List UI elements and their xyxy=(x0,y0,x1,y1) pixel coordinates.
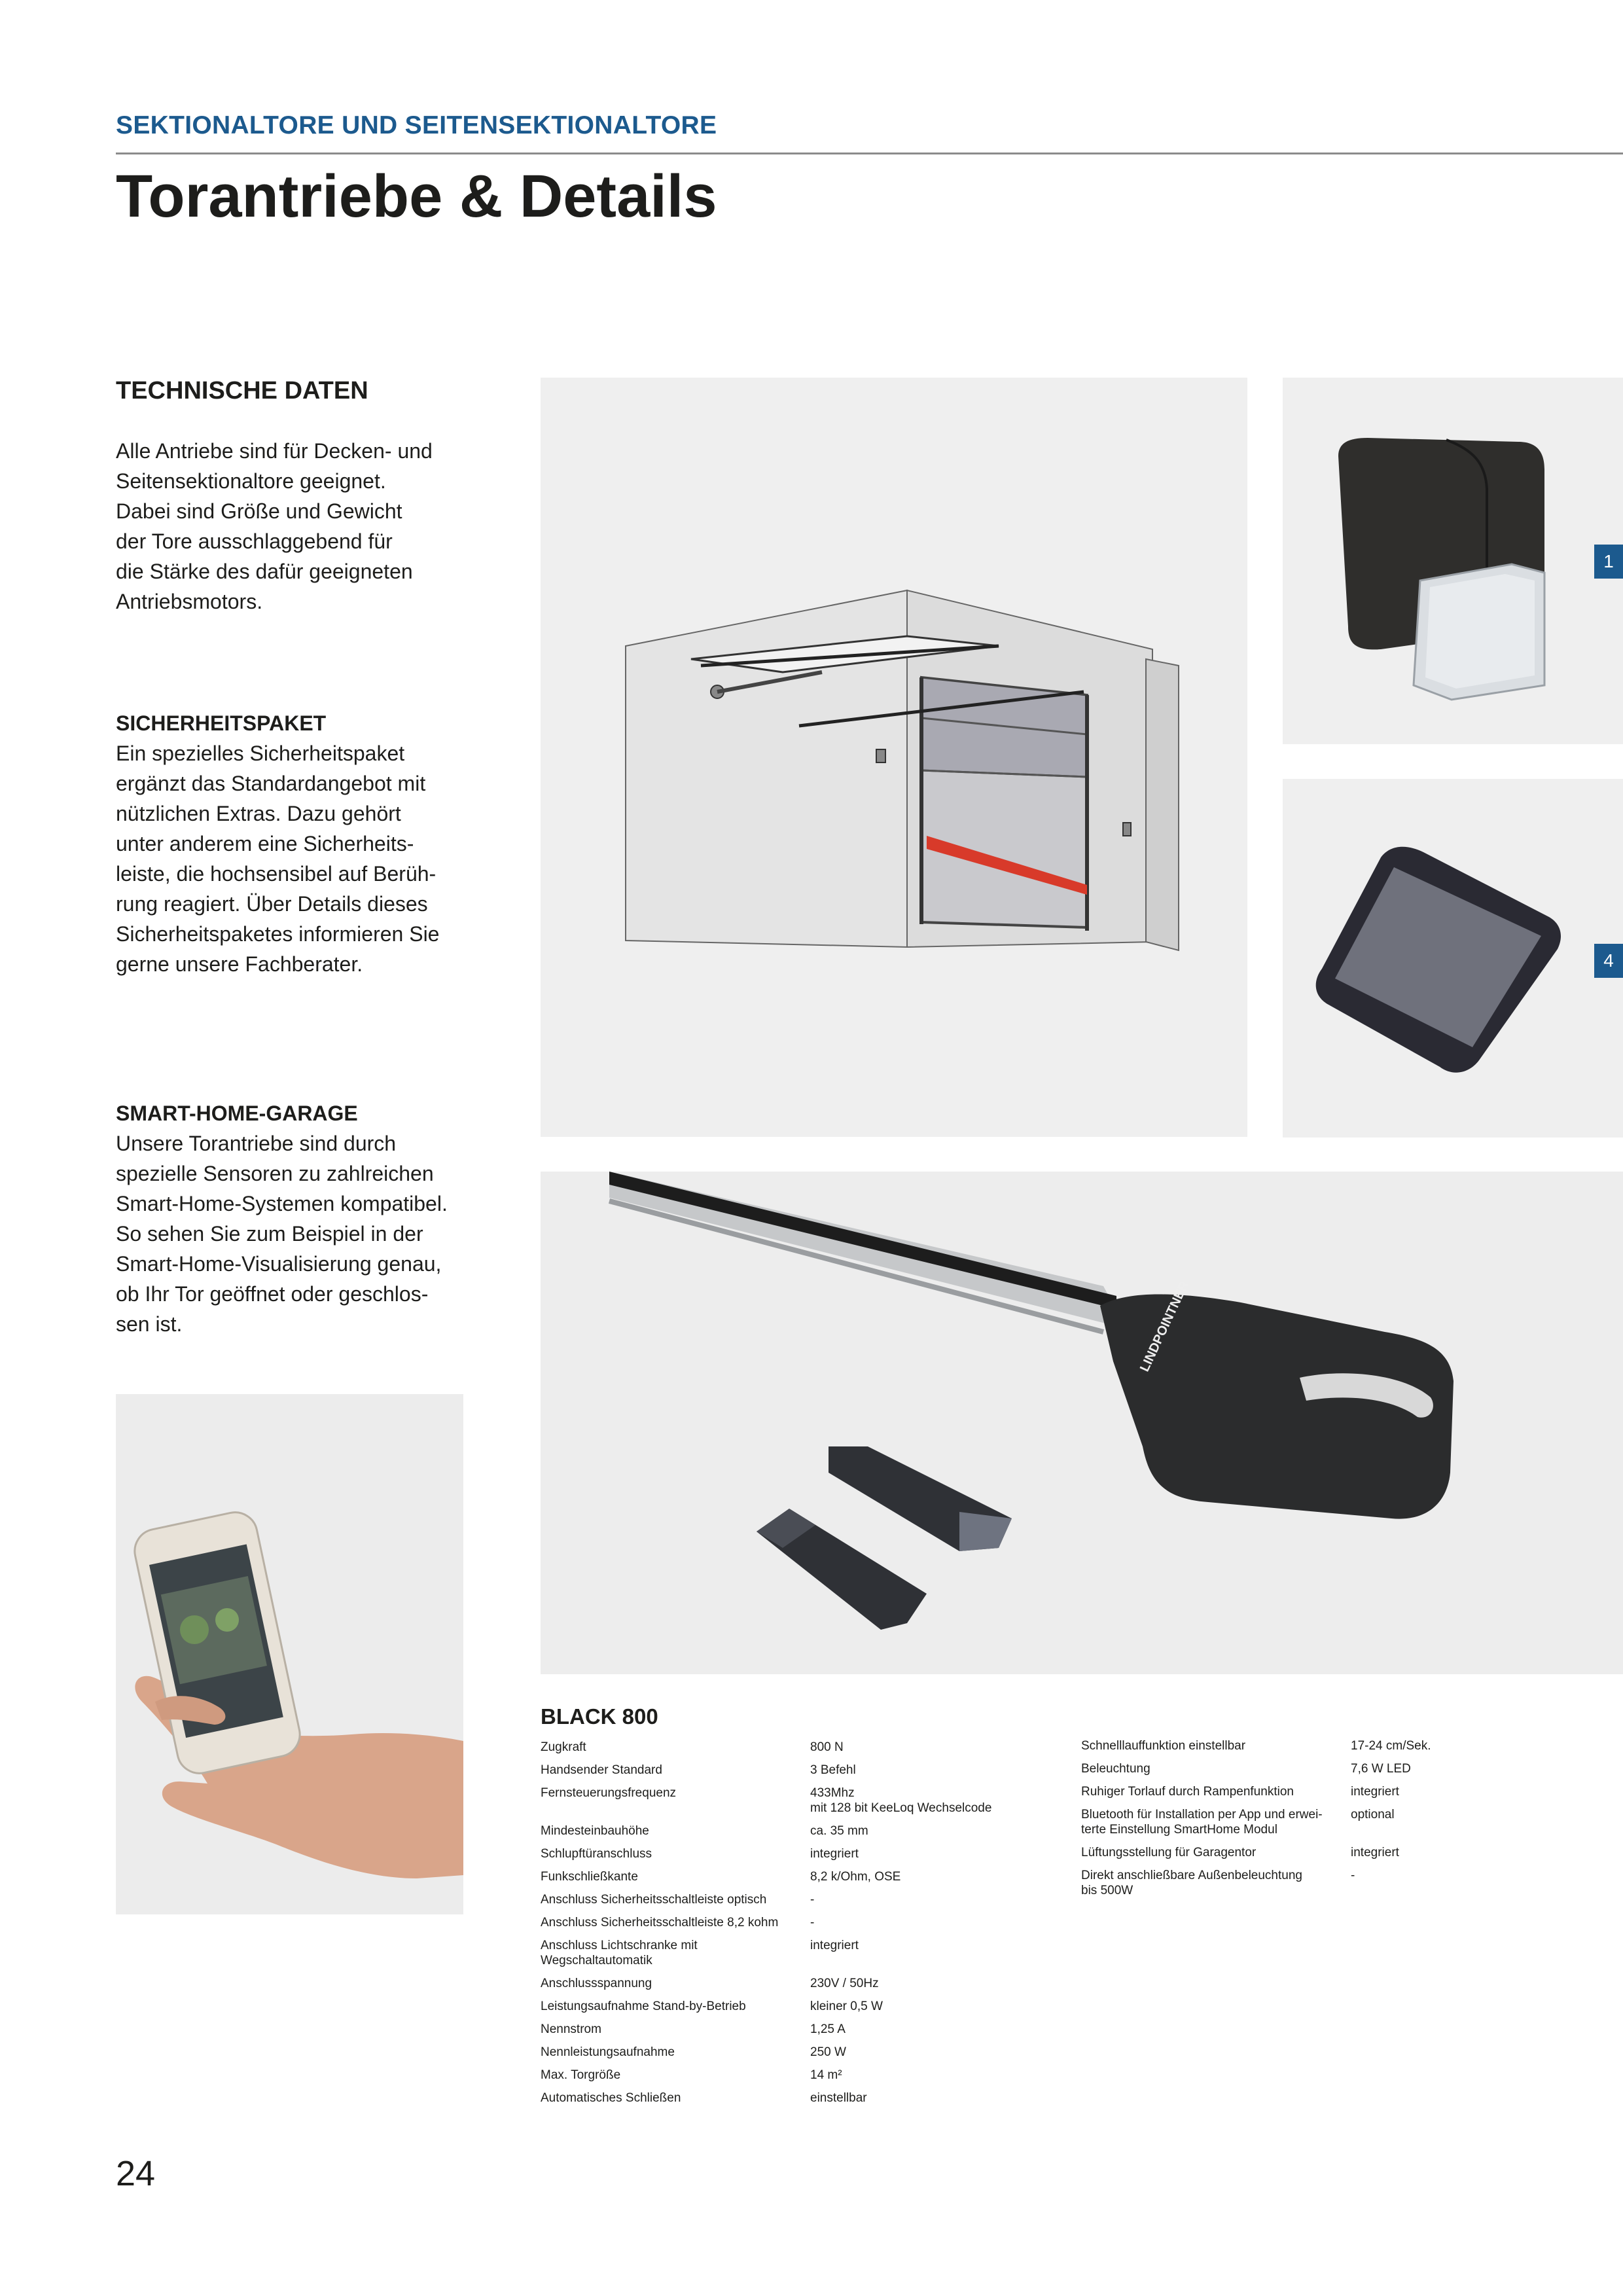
text-line: spezielle Sensoren zu zahlreichen xyxy=(116,1162,434,1185)
spec-label-line: Anschlussspannung xyxy=(541,1977,652,1990)
brand-label: LINDPOINTNER xyxy=(1137,1279,1192,1374)
spec-value xyxy=(810,1999,1038,2022)
spec-label xyxy=(541,1915,810,1938)
smarthome-section xyxy=(116,1098,482,1339)
spec-label xyxy=(541,1763,810,1785)
spec-value xyxy=(810,2022,1038,2045)
spec-label-line: Nennstrom xyxy=(541,2022,601,2036)
spec-label xyxy=(541,1976,810,1999)
spec-row xyxy=(541,1869,1038,1892)
remote-keypad-image xyxy=(1283,779,1623,1138)
spec-value-line: optional xyxy=(1351,1808,1395,1821)
spec-value xyxy=(810,1976,1038,1999)
remote-keypad-illustration xyxy=(1283,779,1623,1138)
text-line: Alle Antriebe sind für Decken- und xyxy=(116,439,433,463)
spec-label-line: Schnelllauffunktion einstellbar xyxy=(1081,1739,1246,1753)
text-line: Ein spezielles Sicherheitspaket xyxy=(116,742,405,765)
spec-row xyxy=(1081,1738,1578,1761)
spec-label xyxy=(541,1999,810,2022)
text-line: sen ist. xyxy=(116,1312,183,1336)
spec-value-line: ca. 35 mm xyxy=(810,1824,868,1838)
hand-phone-illustration xyxy=(116,1394,463,1914)
text-line: gerne unsere Fachberater. xyxy=(116,952,363,976)
spec-label xyxy=(1081,1784,1351,1807)
spec-value-line: integriert xyxy=(1351,1785,1399,1799)
spec-value xyxy=(810,1785,1038,1823)
spec-value xyxy=(1351,1784,1578,1807)
spec-label xyxy=(541,2090,810,2113)
spec-label-line: Anschluss Sicherheitsschaltleiste 8,2 kohm xyxy=(541,1916,779,1929)
text-line: Dabei sind Größe und Gewicht xyxy=(116,499,402,523)
text-line: Smart-Home-Visualisierung genau, xyxy=(116,1252,442,1276)
spec-label-line: Funkschließkante xyxy=(541,1870,638,1884)
spec-value-line: 250 W xyxy=(810,2045,846,2059)
safety-section xyxy=(116,708,482,979)
spec-row xyxy=(1081,1845,1578,1868)
spec-value xyxy=(810,2045,1038,2068)
spec-label xyxy=(1081,1761,1351,1784)
text-line: Unsere Torantriebe sind durch xyxy=(116,1132,397,1155)
spec-label-line: terte Einstellung SmartHome Modul xyxy=(1081,1823,1277,1837)
spec-label xyxy=(541,1892,810,1915)
text-line: rung reagiert. Über Details dieses xyxy=(116,892,428,916)
spec-value-line: integriert xyxy=(1351,1846,1399,1859)
spec-value xyxy=(810,2068,1038,2090)
spec-value xyxy=(810,1892,1038,1915)
spec-value-line: 1,25 A xyxy=(810,2022,846,2036)
spec-row xyxy=(541,1976,1038,1999)
spec-row xyxy=(541,1763,1038,1785)
spec-value-line: mit 128 bit KeeLoq Wechselcode xyxy=(810,1801,992,1815)
spec-label-line: Wegschaltautomatik xyxy=(541,1954,652,1967)
spec-label-line: Leistungsaufnahme Stand-by-Betrieb xyxy=(541,2000,746,2013)
spec-row xyxy=(541,1823,1038,1846)
spec-label xyxy=(1081,1845,1351,1868)
spec-row xyxy=(541,1892,1038,1915)
product-name: BLACK 800 xyxy=(541,1704,658,1729)
text-line: ergänzt das Standardangebot mit xyxy=(116,772,426,795)
spec-label xyxy=(541,1785,810,1823)
text-line: nützlichen Extras. Dazu gehört xyxy=(116,802,401,825)
text-line: Seitensektionaltore geeignet. xyxy=(116,469,386,493)
spec-label xyxy=(541,1869,810,1892)
spec-row xyxy=(541,2045,1038,2068)
spec-label xyxy=(541,2045,810,2068)
safety-heading: SICHERHEITSPAKET xyxy=(116,711,327,735)
spec-row xyxy=(1081,1807,1578,1845)
spec-label-line: Lüftungsstellung für Garagentor xyxy=(1081,1846,1257,1859)
header-rule xyxy=(116,152,1623,154)
text-line: Sicherheitspaketes informieren Sie xyxy=(116,922,440,946)
spec-value-line: - xyxy=(810,1916,815,1929)
spec-value xyxy=(1351,1738,1578,1761)
spec-row xyxy=(541,1785,1038,1823)
keypad-illustration xyxy=(1283,378,1623,744)
keypad-product-image xyxy=(1283,378,1623,744)
spec-row xyxy=(541,2068,1038,2090)
garage-opener-illustration xyxy=(541,1172,1623,1674)
spec-value-line: 7,6 W LED xyxy=(1351,1762,1411,1776)
image-marker-4: 4 xyxy=(1594,944,1623,978)
spec-label-line: Fernsteuerungsfrequenz xyxy=(541,1786,677,1800)
spec-value xyxy=(810,1763,1038,1785)
text-line: Smart-Home-Systemen kompatibel. xyxy=(116,1192,448,1215)
spec-label xyxy=(541,2068,810,2090)
spec-label-line: Direkt anschließbare Außenbeleuchtung xyxy=(1081,1869,1302,1882)
spec-value xyxy=(810,2090,1038,2113)
spec-row xyxy=(541,2090,1038,2113)
spec-label xyxy=(541,1938,810,1976)
spec-label-line: Automatisches Schließen xyxy=(541,2091,681,2105)
section-kicker: SEKTIONALTORE UND SEITENSEKTIONALTORE xyxy=(116,111,717,139)
spec-label xyxy=(541,2022,810,2045)
spec-label-line: Nennleistungsaufnahme xyxy=(541,2045,675,2059)
spec-value xyxy=(1351,1845,1578,1868)
smarthome-heading: SMART-HOME-GARAGE xyxy=(116,1102,358,1125)
spec-row xyxy=(541,1938,1038,1976)
text-line: leiste, die hochsensibel auf Berüh- xyxy=(116,862,437,886)
spec-value-line: 433Mhz xyxy=(810,1786,855,1800)
spec-label xyxy=(1081,1868,1351,1906)
spec-label xyxy=(541,1740,810,1763)
spec-value xyxy=(810,1823,1038,1846)
spec-row xyxy=(541,1999,1038,2022)
text-line: So sehen Sie zum Beispiel in der xyxy=(116,1222,423,1246)
spec-label-line: Handsender Standard xyxy=(541,1763,662,1777)
spec-table-left xyxy=(541,1740,1038,2113)
image-marker-1: 1 xyxy=(1594,545,1623,579)
page-title: Torantriebe & Details xyxy=(116,163,717,230)
spec-row xyxy=(541,1915,1038,1938)
spec-value-line: 3 Befehl xyxy=(810,1763,856,1777)
spec-value-line: kleiner 0,5 W xyxy=(810,2000,883,2013)
spec-row xyxy=(1081,1784,1578,1807)
page-number: 24 xyxy=(116,2154,156,2193)
spec-label xyxy=(1081,1738,1351,1761)
spec-value-line: 800 N xyxy=(810,1740,844,1754)
spec-value xyxy=(1351,1807,1578,1845)
spec-label-line: Anschluss Sicherheitsschaltleiste optisch xyxy=(541,1893,767,1907)
spec-label-line: Beleuchtung xyxy=(1081,1762,1150,1776)
spec-label-line: Ruhiger Torlauf durch Rampenfunktion xyxy=(1081,1785,1294,1799)
spec-value-line: integriert xyxy=(810,1939,859,1952)
text-line: unter anderem eine Sicherheits- xyxy=(116,832,414,855)
spec-value xyxy=(810,1740,1038,1763)
spec-label-line: Bluetooth für Installation per App und erwei- xyxy=(1081,1808,1323,1821)
garage-opener-image xyxy=(541,1172,1623,1674)
intro-text xyxy=(116,436,482,617)
spec-value-line: 230V / 50Hz xyxy=(810,1977,879,1990)
spec-value xyxy=(810,1915,1038,1938)
smartphone-hand-image xyxy=(116,1394,463,1914)
spec-value-line: 14 m² xyxy=(810,2068,842,2082)
spec-label-line: bis 500W xyxy=(1081,1884,1133,1897)
spec-value xyxy=(810,1869,1038,1892)
spec-row xyxy=(541,1846,1038,1869)
spec-label-line: Zugkraft xyxy=(541,1740,586,1754)
garage-door-diagram-image xyxy=(541,378,1247,1137)
spec-value xyxy=(1351,1868,1578,1906)
spec-value xyxy=(810,1846,1038,1869)
spec-row xyxy=(541,2022,1038,2045)
spec-row xyxy=(1081,1761,1578,1784)
spec-row xyxy=(541,1740,1038,1763)
spec-value-line: 8,2 k/Ohm, OSE xyxy=(810,1870,901,1884)
spec-label-line: Anschluss Lichtschranke mit xyxy=(541,1939,698,1952)
spec-value-line: integriert xyxy=(810,1847,859,1861)
spec-value xyxy=(810,1938,1038,1976)
spec-label-line: Mindesteinbauhöhe xyxy=(541,1824,649,1838)
spec-label xyxy=(541,1846,810,1869)
spec-value-line: einstellbar xyxy=(810,2091,867,2105)
spec-label-line: Schlupftüranschluss xyxy=(541,1847,652,1861)
garage-diagram-illustration xyxy=(541,378,1247,1137)
text-line: ob Ihr Tor geöffnet oder geschlos- xyxy=(116,1282,429,1306)
spec-table-right xyxy=(1081,1738,1578,1906)
spec-value xyxy=(1351,1761,1578,1784)
spec-row xyxy=(1081,1868,1578,1906)
text-line: die Stärke des dafür geeigneten xyxy=(116,560,413,583)
spec-label xyxy=(1081,1807,1351,1845)
spec-value-line: - xyxy=(810,1893,815,1907)
text-line: der Tore ausschlaggebend für xyxy=(116,529,393,553)
spec-label-line: Max. Torgröße xyxy=(541,2068,621,2082)
spec-label xyxy=(541,1823,810,1846)
technical-data-heading: TECHNISCHE DATEN xyxy=(116,377,368,404)
text-line: Antriebsmotors. xyxy=(116,590,263,613)
spec-value-line: 17-24 cm/Sek. xyxy=(1351,1739,1431,1753)
spec-value-line: - xyxy=(1351,1869,1355,1882)
